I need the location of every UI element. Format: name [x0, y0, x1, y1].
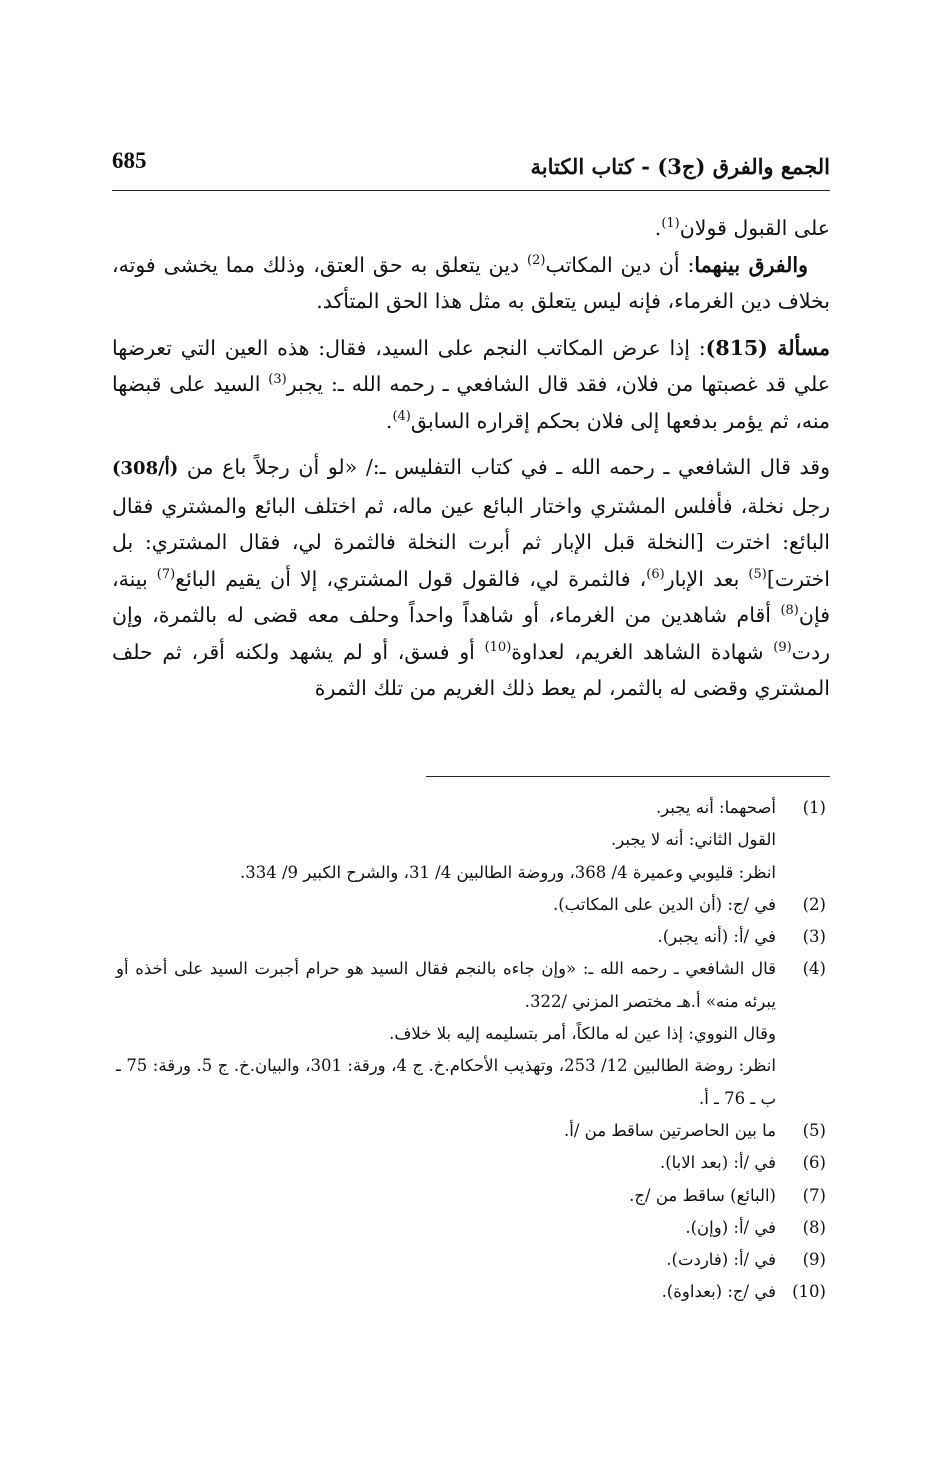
- footnote-separator: [426, 776, 830, 777]
- footnote-line: ما بين الحاصرتين ساقط من /أ.: [564, 1120, 776, 1140]
- running-head: [112, 148, 830, 184]
- paragraph-2-text-2: دين يتعلق به حق العتق، وذلك مما يخشى فوته، بخلاف دين الغرماء، فإنه ليس يتعلق به مثل هذا الحق المتأكد.: [112, 252, 830, 313]
- footnote-item: [116, 921, 826, 953]
- footnote-ref-5: (5): [748, 566, 767, 582]
- footnote-line: في /أ: (أنه يجبر).: [657, 927, 776, 947]
- footnote-line: في /أ: (وإن).: [685, 1217, 776, 1237]
- footnote-line: القول الثاني: أنه لا يجبر.: [611, 830, 776, 850]
- paragraph-3-tail: .: [385, 408, 393, 433]
- footnote-item: [116, 953, 826, 1114]
- footnote-ref-7: (7): [156, 566, 176, 582]
- paragraph-4-text-1: وقد قال الشافعي ـ رحمه الله ـ في كتاب التفليس ـ:/ «لو أن رجلاً باع من: [178, 455, 830, 479]
- paragraph-4-text-4: ، فالثمرة لي، فالقول قول المشتري، إلا أن يقيم البائع: [175, 566, 647, 591]
- margin-folio-note: (308/أ): [112, 458, 179, 479]
- footnote-line: وقال النووي: إذا عين له مالكاً، أمر بتسليمه إليه بلا خلاف.: [389, 1024, 776, 1044]
- footnote-number: (1): [802, 798, 826, 817]
- paragraph-3: [112, 330, 830, 440]
- paragraph-4-text-8: أو فسق، أو لم يشهد ولكنه أقر، ثم حلف المشتري وقضى له بالثمر، لم يعط ذلك الغريم من تلك الثمرة: [112, 639, 830, 700]
- paragraph-4-text-6: أقام شاهدين من الغرماء، أو شاهداً واحداً وحلف معه قضى له بالثمرة، وإن ردت: [112, 603, 830, 664]
- footnote-line: في /ج: (بعداوة).: [661, 1282, 776, 1302]
- running-title: الجمع والفرق (ج3) - كتاب الكتابة: [530, 154, 830, 179]
- paragraph-4-text-5: بينة، فإن: [112, 566, 830, 627]
- footnote-number: (5): [802, 1120, 826, 1140]
- footnote-ref-8: (8): [780, 603, 799, 619]
- footnote-ref-3: (3): [268, 372, 287, 388]
- paragraph-3-lead: مسألة (815): [705, 335, 830, 360]
- footnote-number: (3): [802, 927, 826, 947]
- paragraph-1-text: على القبول قولان: [679, 216, 830, 240]
- footnote-item: [116, 1244, 826, 1276]
- paragraph-4-text-3: بعد الإبار: [664, 566, 749, 591]
- footnote-line: انظر: روضة الطالبين 12/ 253، وتهذيب الأحكام.خ. ج 4، ورقة: 301، والبيان.خ. ج 5. ورقة: 75 ـ ب ـ 76 ـ أ.: [116, 1056, 776, 1108]
- footnote-line: في /أ: (بعد الابا).: [659, 1153, 776, 1173]
- paragraph-4-text-7: شهادة الشاهد الغريم، لعداوة: [511, 639, 774, 664]
- paragraph-3-text-1: : إذا عرض المكاتب النجم على السيد، فقال: هذه العين التي تعرضها علي قد غصبتها من فلان، فقد قال الشافعي ـ رحمه الله ـ: يجبر: [112, 335, 830, 396]
- footnote-item: [116, 889, 826, 921]
- footnote-number: (7): [802, 1185, 826, 1205]
- paragraph-2-lead: والفرق بينهما: [694, 252, 808, 277]
- footnote-ref-2: (2): [527, 252, 546, 268]
- footnote-number: (2): [802, 894, 826, 914]
- footnote-line: في /ج: (أن الدين على المكاتب).: [552, 894, 776, 914]
- footnote-ref-10: (10): [484, 639, 512, 655]
- main-text: [112, 210, 830, 707]
- footnote-item: [116, 1180, 826, 1212]
- footnote-line: انظر: قليوبي وعميرة 4/ 368، وروضة الطالبين 4/ 31، والشرح الكبير 9/ 334.: [239, 862, 776, 882]
- footnote-number: (4): [802, 959, 826, 979]
- footnote-ref-4: (4): [392, 408, 411, 424]
- footnotes-list: [116, 792, 826, 1309]
- paragraph-4: [112, 449, 830, 707]
- footnote-item: [116, 1212, 826, 1244]
- paragraph-1-tail: .: [654, 216, 662, 240]
- footnote-ref-9: (9): [773, 639, 792, 655]
- footnote-number: (6): [802, 1153, 826, 1173]
- footnote-number: (8): [802, 1217, 826, 1237]
- footnote-line: أصحهما: أنه يجبر.: [655, 798, 776, 817]
- footnote-item: [116, 1147, 826, 1179]
- footnote-ref-6: (6): [646, 566, 665, 582]
- footnote-item: [116, 1276, 826, 1308]
- footnote-line: قال الشافعي ـ رحمه الله ـ: «وإن جاءه بالنجم فقال السيد هو حرام أجبرت السيد على أخذه أو يبرئه منه» أ.هـ مختصر المزني /322.: [116, 959, 776, 1011]
- paragraph-2-text-1: : أن دين المكاتب: [545, 252, 695, 277]
- footnote-item: [116, 792, 826, 889]
- paragraph-1: [112, 210, 830, 247]
- paragraph-4-text-2: رجل نخلة، فأفلس المشتري واختار البائع عين ماله، ثم اختلف البائع والمشتري فقال البائع: اخترت [النخلة قبل الإبار ثم أبرت النخلة فالثمرة لي، فقال المشتري: بل اخترت]: [112, 493, 830, 591]
- page-number: 685: [112, 148, 147, 173]
- footnote-ref-1: (1): [661, 216, 680, 232]
- footnote-number: (10): [792, 1282, 826, 1302]
- paragraph-2: [112, 247, 830, 320]
- footnote-line: (البائع) ساقط من /ج.: [629, 1185, 776, 1205]
- footnote-item: [116, 1115, 826, 1147]
- paragraph-3-text-2: السيد على قبضها منه، ثم يؤمر بدفعها إلى فلان بحكم إقراره السابق: [112, 372, 830, 433]
- header-rule: [112, 190, 830, 191]
- footnote-line: في /أ: (فاردت).: [666, 1250, 776, 1270]
- footnote-number: (9): [802, 1250, 826, 1270]
